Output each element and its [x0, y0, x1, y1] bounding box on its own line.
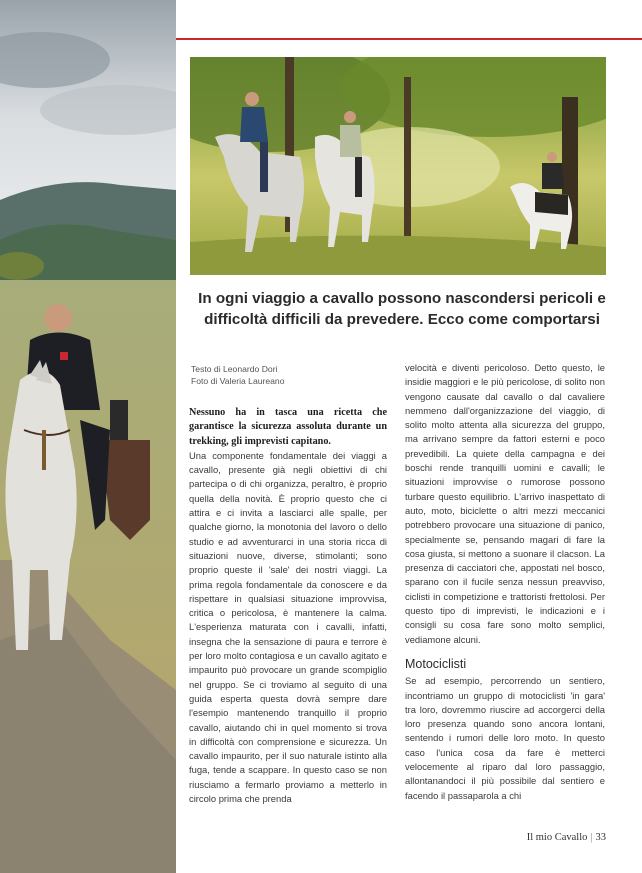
header-red-rule: [176, 38, 642, 40]
left-photo-riders-trail: [0, 0, 176, 873]
section-subhead: Motociclisti: [405, 656, 467, 671]
photo-credit: Foto di Valeria Laureano: [191, 376, 285, 386]
page-footer: [527, 832, 606, 843]
magazine-name: Il mio Cavallo: [526, 832, 588, 843]
article-body-right-continued: Se ad esempio, percorrendo un sentiero, incontriamo un gruppo di motociclisti 'in gara' tra loro, dovremmo riuscire ad accorgerci della loro presenza quando sono ancora lontani, sentendo i rumori delle loro moto. In questo caso l'unica cosa da fare è metterci velocemente al riparo dal loro passaggio, allontanandoci il più possibile dal sentiero e facendo il passaparola a chi: [405, 675, 605, 801]
footer-separator: |: [590, 832, 593, 843]
top-photo-forest-riders: [190, 57, 606, 275]
article-column-left: [189, 406, 387, 806]
article-body-left: Una componente fondamentale dei viaggi a cavallo, presente già negli obiettivi di chi partecipa o di chi organizza, peraltro, è proprio quella della novità. È proprio questo che ci attira e ci invita a lasciarci alle spalle, per qualche giorno, la monotonia del lavoro o dello studio e ad avventurarci in una storia ricca di situazioni nuove, diverse, stimolanti; sono proprio queste il 'sale' dei nostri viaggi. La prima regola fondamentale da conoscere e da rispettare in qualsiasi situazione improvvisa, critica o pericolosa, è mantenere la calma. L'esperienza maturata con i cavalli, infatti, insegna che la sensazione di paura e terrore è per loro molto contagiosa e un cavallo agitato e impaurito può provocare un grande scompiglio nel gruppo. Se ci troviamo al seguito di una guida esperta questa dovrà sempre dare l'esempio mantenendo tranquillo il proprio cavallo, aiutando chi in quel momento si trova in difficoltà con comprensione e sicurezza. Un cavallo impaurito, per il suo naturale istinto alla fuga, tende a scappare. In questo caso se non riusciamo a fermarlo proviamo a metterlo in circolo prima che prenda: [189, 449, 387, 805]
article-headline: In ogni viaggio a cavallo possono nascondersi pericoli e difficoltà difficili da prevedere. Ecco come comportarsi: [198, 290, 606, 328]
article-body-right: velocità e diventi pericoloso. Detto questo, le insidie maggiori e le più pericolose, di solito non vengono causate dal cavallo o dal cavaliere nemmeno dall'organizzazione del viaggio, di solito molto attenta alla sicurezza del gruppo, ma arrivano sempre da fattori esterni e poco prevedibili. La quiete della campagna e dei boschi rende tranquilli uomini e cavalli; le situazioni improvvise o rumorose possono turbare questo equilibrio. L'arrivo inaspettato di auto, moto, biciclette o altri mezzi meccanici potrebbero provocare una situazione di panico, specialmente se, pensando magari di fare la cosa giusta, si mettono a suonare il clacson. La presenza di cacciatori che, appostati nel bosco, sparano con il fucile senza nessun preavviso, ciclisti in competizione e trattoristi frettolosi. Per questo tipo di imprevisti, le indicazioni e i consigli su cosa fare sono molto semplici, vediamone alcuni.: [405, 362, 605, 645]
article-lead: Nessuno ha in tasca una ricetta che garantisce la sicurezza assoluta durante un trekking, gli imprevisti capitano.: [189, 407, 387, 447]
article-column-right: [405, 361, 605, 803]
page-number: 33: [595, 832, 606, 843]
article-credits: [191, 363, 391, 387]
text-credit: Testo di Leonardo Dori: [191, 364, 278, 374]
